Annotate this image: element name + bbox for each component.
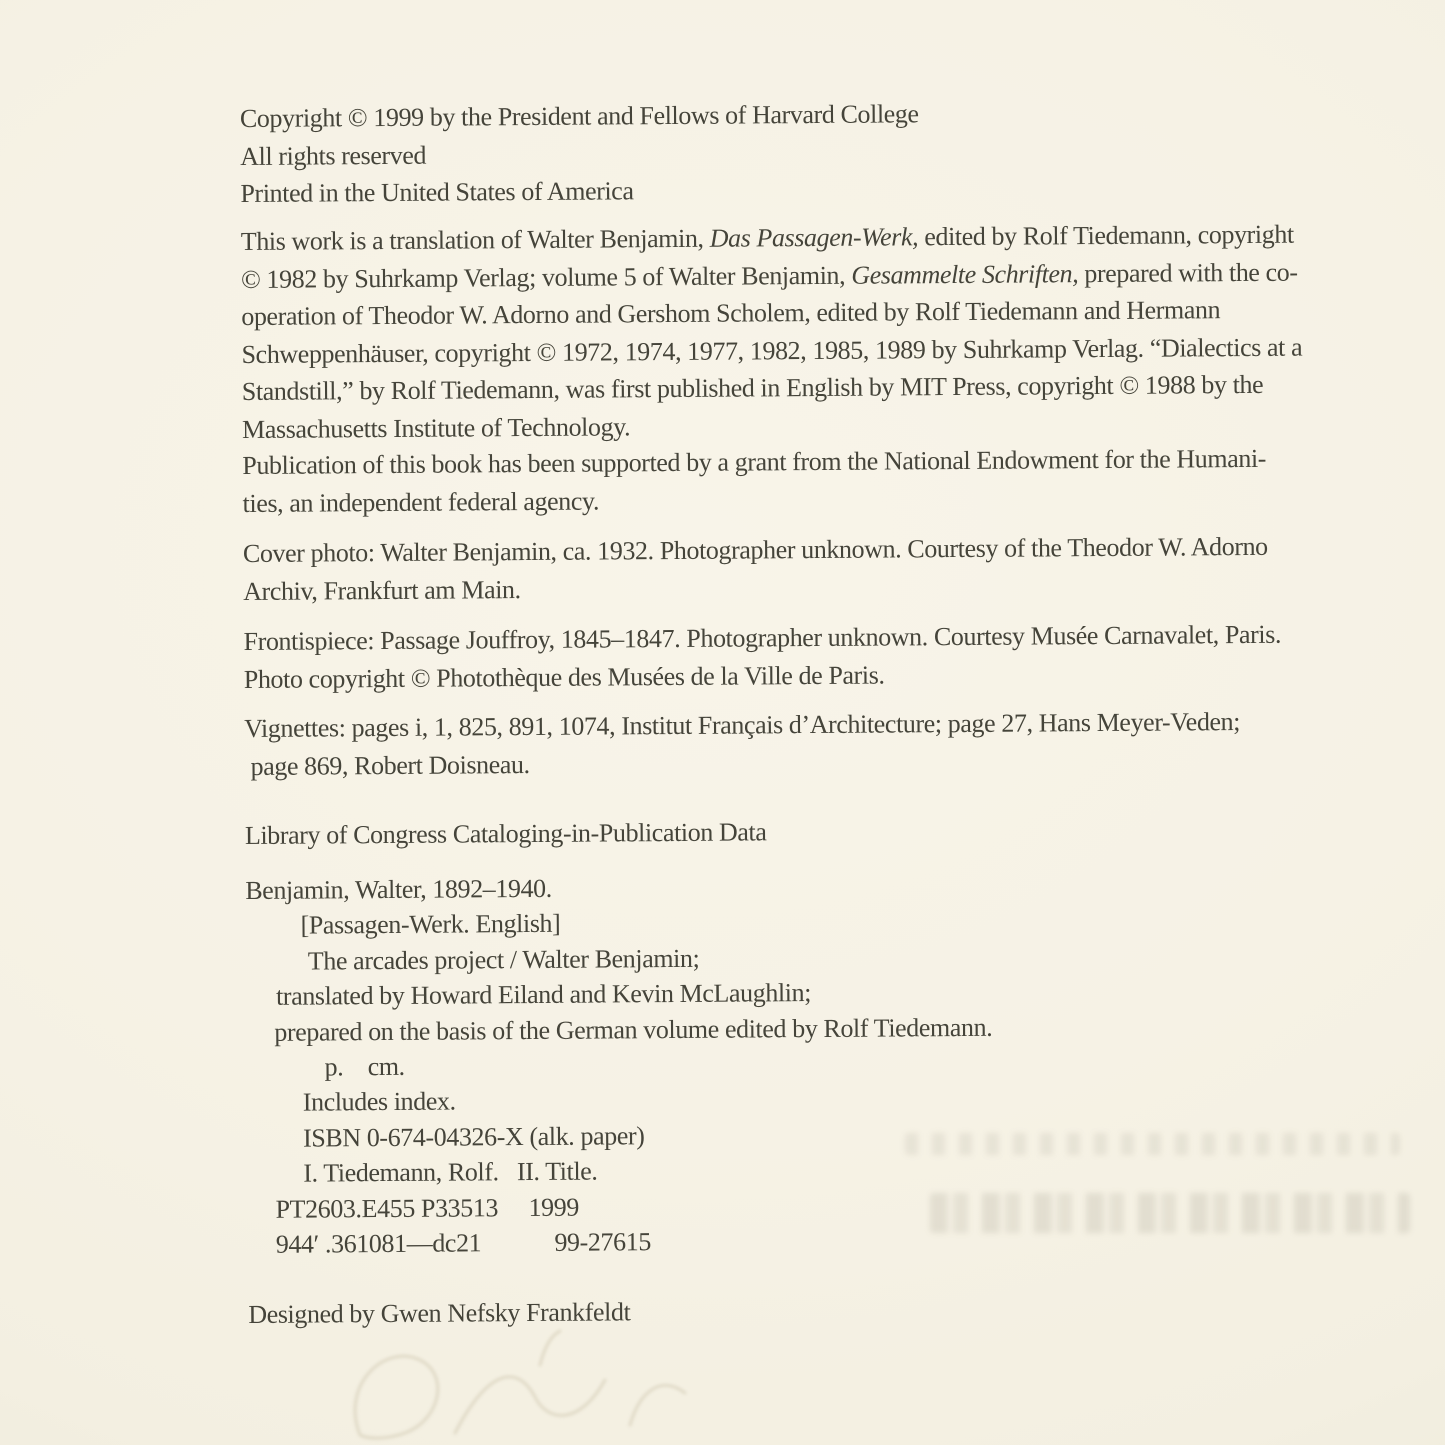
cip-line-dewey: 944′ .361081—dc21 99-27615: [275, 1227, 651, 1259]
vignettes-credit: [244, 703, 1240, 785]
cip-line-prepared: prepared on the basis of the German volume edited by Rolf Tiedemann.: [274, 1012, 993, 1047]
printed-in-line: Printed in the United States of America: [240, 176, 634, 208]
text-line: Archiv, Frankfurt am Main.: [243, 574, 521, 606]
italic-title-segment: Das Passagen-Werk,: [709, 222, 919, 253]
cip-block: [245, 868, 994, 1263]
text-segment: This work is a translation of Walter Benjamin,: [240, 223, 710, 256]
cip-line-isbn: ISBN 0-674-04326-X (alk. paper): [302, 1121, 645, 1153]
rights-reserved-line: All rights reserved: [240, 140, 427, 171]
cip-line-index-note: Includes index.: [302, 1086, 456, 1118]
cip-line-entries: I. Tiedemann, Rolf. II. Title.: [303, 1156, 598, 1188]
text-segment: operation of Theodor W. Adorno and Gershom Scholem, edited by Rolf Tiedemann and Hermann: [241, 295, 1221, 331]
cover-photo-credit: [243, 528, 1268, 610]
italic-title-segment: Gesammelte Schriften,: [851, 258, 1079, 290]
text-line: Library of Congress Cataloging-in-Publication Data: [244, 817, 767, 850]
text-line: page 869, Robert Doisneau.: [244, 749, 530, 781]
cip-line-lc-callnumber: PT2603.E455 P33513 1999: [275, 1192, 580, 1224]
designer-credit: [248, 1293, 630, 1333]
cip-line-pagination: p. cm.: [324, 1051, 405, 1082]
text-line: Publication of this book has been supported by a grant from the National Endowment for the Humani-: [242, 443, 1267, 480]
text-segment: prepared with the co-: [1078, 257, 1298, 288]
cip-line-translators: translated by Howard Eiland and Kevin McLaughlin;: [275, 978, 812, 1011]
copyright-block: [240, 95, 919, 212]
text-line: Vignettes: pages i, 1, 825, 891, 1074, Institut Français d’Architecture; page 27, Hans Meyer-Veden;: [244, 707, 1241, 743]
text-line: Cover photo: Walter Benjamin, ca. 1932. Photographer unknown. Courtesy of the Theodor W. Adorno: [242, 531, 1268, 568]
text-line: ties, an independent federal agency.: [242, 486, 600, 518]
cip-line-uniform-title: [Passagen-Werk. English]: [300, 909, 561, 941]
text-segment: Standstill,” by Rolf Tiedemann, was first published in English by MIT Press, copyright © 1988 by the: [241, 369, 1264, 406]
text-line: Frontispiece: Passage Jouffroy, 1845–1847. Photographer unknown. Courtesy Musée Carnavalet, Paris.: [243, 619, 1282, 656]
text-line: Photo copyright © Photothèque des Musées de la Ville de Paris.: [243, 660, 885, 694]
translation-notice: [241, 216, 1303, 448]
cip-line-author: Benjamin, Walter, 1892–1940.: [245, 873, 552, 905]
colophon-page-content: [239, 0, 1409, 1445]
cip-heading: [245, 813, 767, 854]
text-segment: Schweppenhäuser, copyright © 1972, 1974, 1977, 1982, 1985, 1989 by Suhrkamp Verlag. “Dialectics at a: [241, 332, 1303, 369]
text-segment: © 1982 by Suhrkamp Verlag; volume 5 of Walter Benjamin,: [240, 260, 852, 294]
nea-grant-note: [242, 440, 1266, 522]
text-line: [242, 366, 1303, 411]
cip-line-title: The arcades project / Walter Benjamin;: [307, 943, 700, 976]
text-segment: edited by Rolf Tiedemann, copyright: [918, 219, 1294, 252]
text-line: Designed by Gwen Nefsky Frankfeldt: [248, 1297, 631, 1329]
text-segment: Massachusetts Institute of Technology.: [241, 411, 631, 444]
frontispiece-credit: [243, 616, 1281, 698]
copyright-line: Copyright © 1999 by the President and Fellows of Harvard College: [239, 99, 919, 133]
